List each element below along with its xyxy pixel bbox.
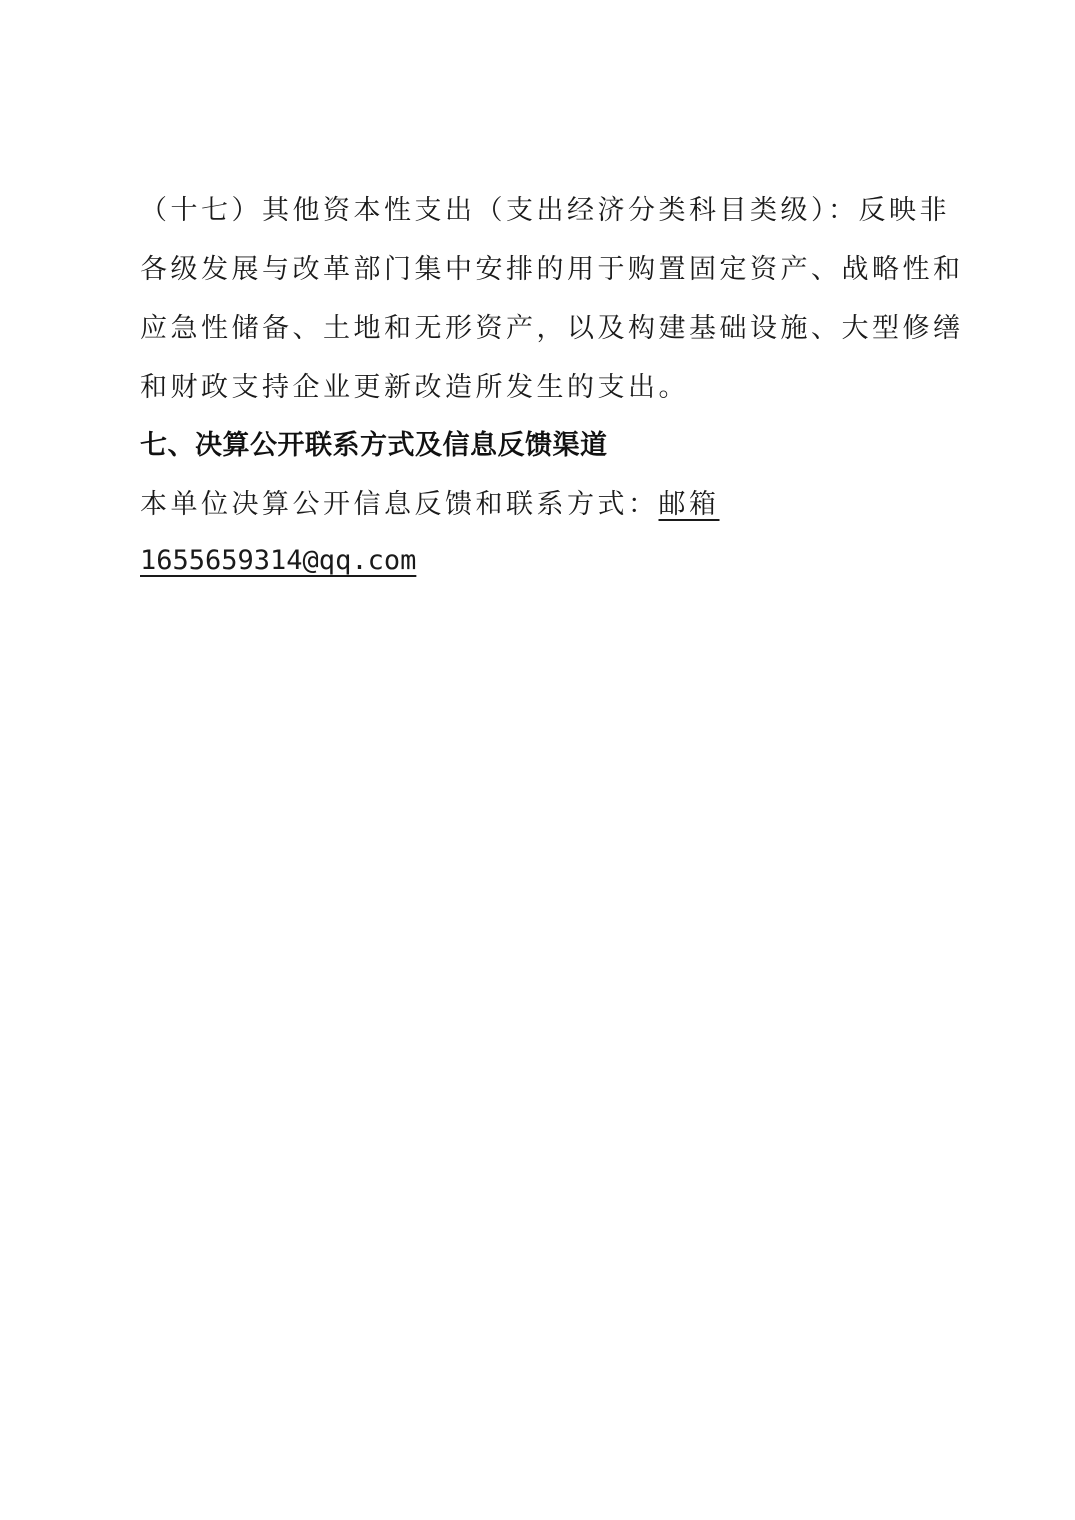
section-7-heading: 七、决算公开联系方式及信息反馈渠道 [140, 430, 608, 461]
paragraph-line: （十七）其他资本性支出（支出经济分类科目类级）：反映非 [140, 195, 950, 226]
section-17-paragraph [140, 181, 964, 417]
contact-prefix: 本单位决算公开信息反馈和联系方式： [140, 489, 659, 520]
paragraph-line: 和财政支持企业更新改造所发生的支出。 [140, 372, 689, 403]
paragraph-line: 应急性储备、土地和无形资产，以及构建基础设施、大型修缮 [140, 313, 964, 344]
email-line [140, 533, 930, 589]
email-address[interactable]: 1655659314@qq.com [140, 545, 417, 576]
document-body [140, 181, 964, 589]
paragraph-line: 各级发展与改革部门集中安排的用于购置固定资产、战略性和 [140, 254, 964, 285]
mailbox-label: 邮箱 [658, 489, 720, 520]
contact-paragraph [140, 477, 930, 589]
contact-line [140, 477, 930, 533]
